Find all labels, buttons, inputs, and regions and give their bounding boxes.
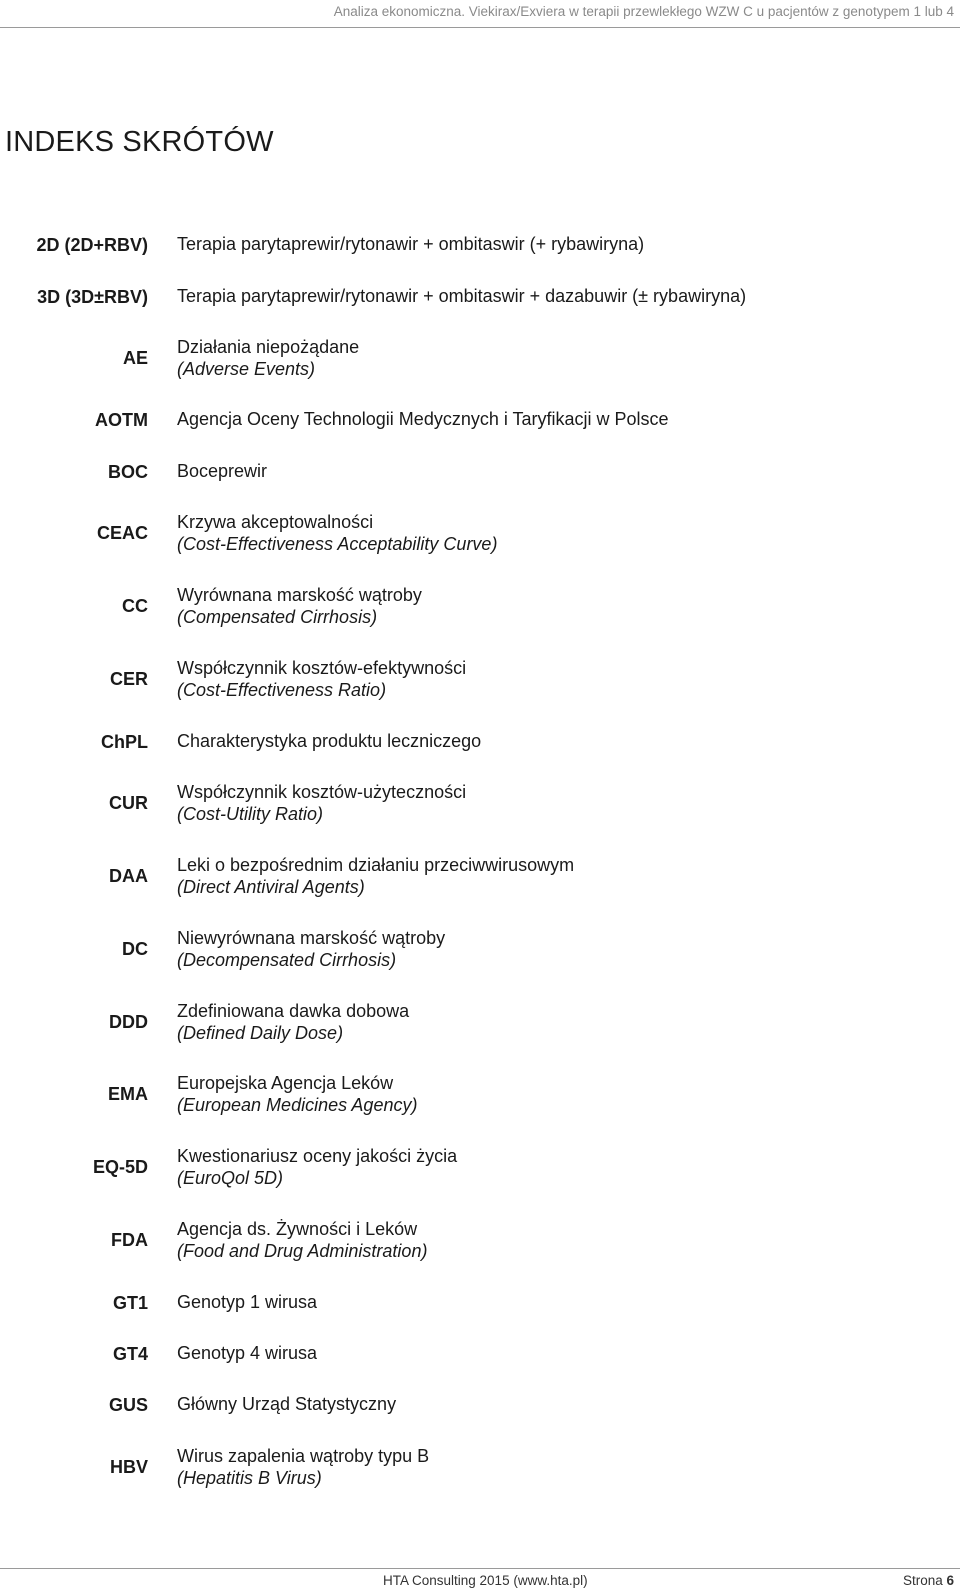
definition-english: (Adverse Events) [177,359,316,379]
abbreviation-definition [177,657,466,701]
definition-english: (European Medicines Agency) [177,1095,418,1115]
abbreviation-definition [177,584,422,628]
footer-company: HTA Consulting 2015 (www.hta.pl) [383,1573,588,1588]
abbreviation-term: GT1 [112,1293,148,1313]
definition-english: (Compensated Cirrhosis) [177,607,378,627]
page-footer [0,1568,960,1593]
abbreviation-definition [177,781,466,825]
abbreviation-term: DAA [109,866,148,886]
definition-english: (Cost-Effectiveness Acceptability Curve) [177,534,498,554]
definition-polish: Terapia parytaprewir/rytonawir + ombitaswir (+ rybawiryna) [177,234,645,254]
definition-english: (EuroQol 5D) [177,1168,284,1188]
abbreviation-term: DC [122,939,148,959]
abbreviation-definition [177,408,669,430]
abbreviation-term: GT4 [112,1344,148,1364]
definition-polish: Wirus zapalenia wątroby typu B [177,1446,430,1466]
definition-polish: Kwestionariusz oceny jakości życia [177,1146,458,1166]
definition-english: (Direct Antiviral Agents) [177,877,365,897]
abbreviation-term: 2D (2D+RBV) [36,235,148,255]
definition-polish: Leki o bezpośrednim działaniu przeciwwirusowym [177,855,575,875]
abbreviation-term: GUS [108,1395,148,1415]
definition-english: (Hepatitis B Virus) [177,1468,322,1488]
definition-polish: Genotyp 1 wirusa [177,1292,318,1312]
abbreviation-definition [177,1218,427,1262]
definition-english: (Cost-Effectiveness Ratio) [177,680,387,700]
abbreviation-definition [177,927,445,971]
page-header [0,0,960,28]
definition-english: (Decompensated Cirrhosis) [177,950,397,970]
abbreviation-definition [177,1342,317,1364]
footer-page-number: 6 [946,1573,954,1588]
definition-polish: Boceprewir [177,461,268,481]
definition-english: (Food and Drug Administration) [177,1241,428,1261]
abbreviation-term: EMA [108,1084,148,1104]
definition-polish: Współczynnik kosztów-użyteczności [177,782,467,802]
definition-polish: Zdefiniowana dawka dobowa [177,1001,410,1021]
abbreviation-definition [177,460,267,482]
footer-page-label: Strona [902,1573,943,1588]
abbreviation-term: 3D (3D±RBV) [37,287,148,307]
abbreviation-definition [177,285,746,307]
abbreviation-term: EQ-5D [92,1157,148,1177]
abbreviation-term: BOC [108,462,148,482]
abbreviation-definition [177,1291,317,1313]
abbreviation-term: CC [122,596,148,616]
definition-polish: Terapia parytaprewir/rytonawir + ombitaswir + dazabuwir (± rybawiryna) [177,286,747,306]
definition-polish: Główny Urząd Statystyczny [177,1394,397,1414]
definition-polish: Agencja ds. Żywności i Leków [177,1219,418,1239]
abbreviation-term: AOTM [95,410,148,430]
abbreviation-definition [177,233,644,255]
definition-polish: Wyrównana marskość wątroby [177,585,422,605]
definition-polish: Krzywa akceptowalności [177,512,374,532]
definition-polish: Charakterystyka produktu leczniczego [177,731,482,751]
abbreviation-term: DDD [109,1012,148,1032]
definition-polish: Agencja Oceny Technologii Medycznych i Taryfikacji w Polsce [177,409,669,429]
page-title: INDEKS SKRÓTÓW [5,126,274,158]
abbreviation-definition [177,1393,396,1415]
definition-polish: Współczynnik kosztów-efektywności [177,658,467,678]
definition-polish: Europejska Agencja Leków [177,1073,394,1093]
definition-polish: Genotyp 4 wirusa [177,1343,318,1363]
definition-english: (Defined Daily Dose) [177,1023,344,1043]
abbreviation-term: ChPL [101,732,148,752]
abbreviation-definition [177,1000,409,1044]
footer-page [903,1573,954,1588]
abbreviation-definition [177,730,481,752]
abbreviation-definition [177,1445,429,1489]
abbreviation-term: CUR [109,793,148,813]
abbreviation-term: CER [109,669,148,689]
abbreviation-definition [177,511,497,555]
abbreviation-definition [177,1072,417,1116]
abbreviation-term: CEAC [96,523,148,543]
abbreviation-definition [177,336,359,380]
abbreviation-definition [177,854,574,898]
definition-polish: Niewyrównana marskość wątroby [177,928,446,948]
abbreviation-definition [177,1145,457,1189]
definition-english: (Cost-Utility Ratio) [177,804,324,824]
abbreviation-term: HBV [109,1457,148,1477]
abbreviation-term: FDA [111,1230,148,1250]
abbreviation-term: AE [122,348,148,368]
definition-polish: Działania niepożądane [177,337,360,357]
running-title: Analiza ekonomiczna. Viekirax/Exviera w terapii przewlekłego WZW C u pacjentów z genotypem 1 lub 4 [333,4,954,19]
